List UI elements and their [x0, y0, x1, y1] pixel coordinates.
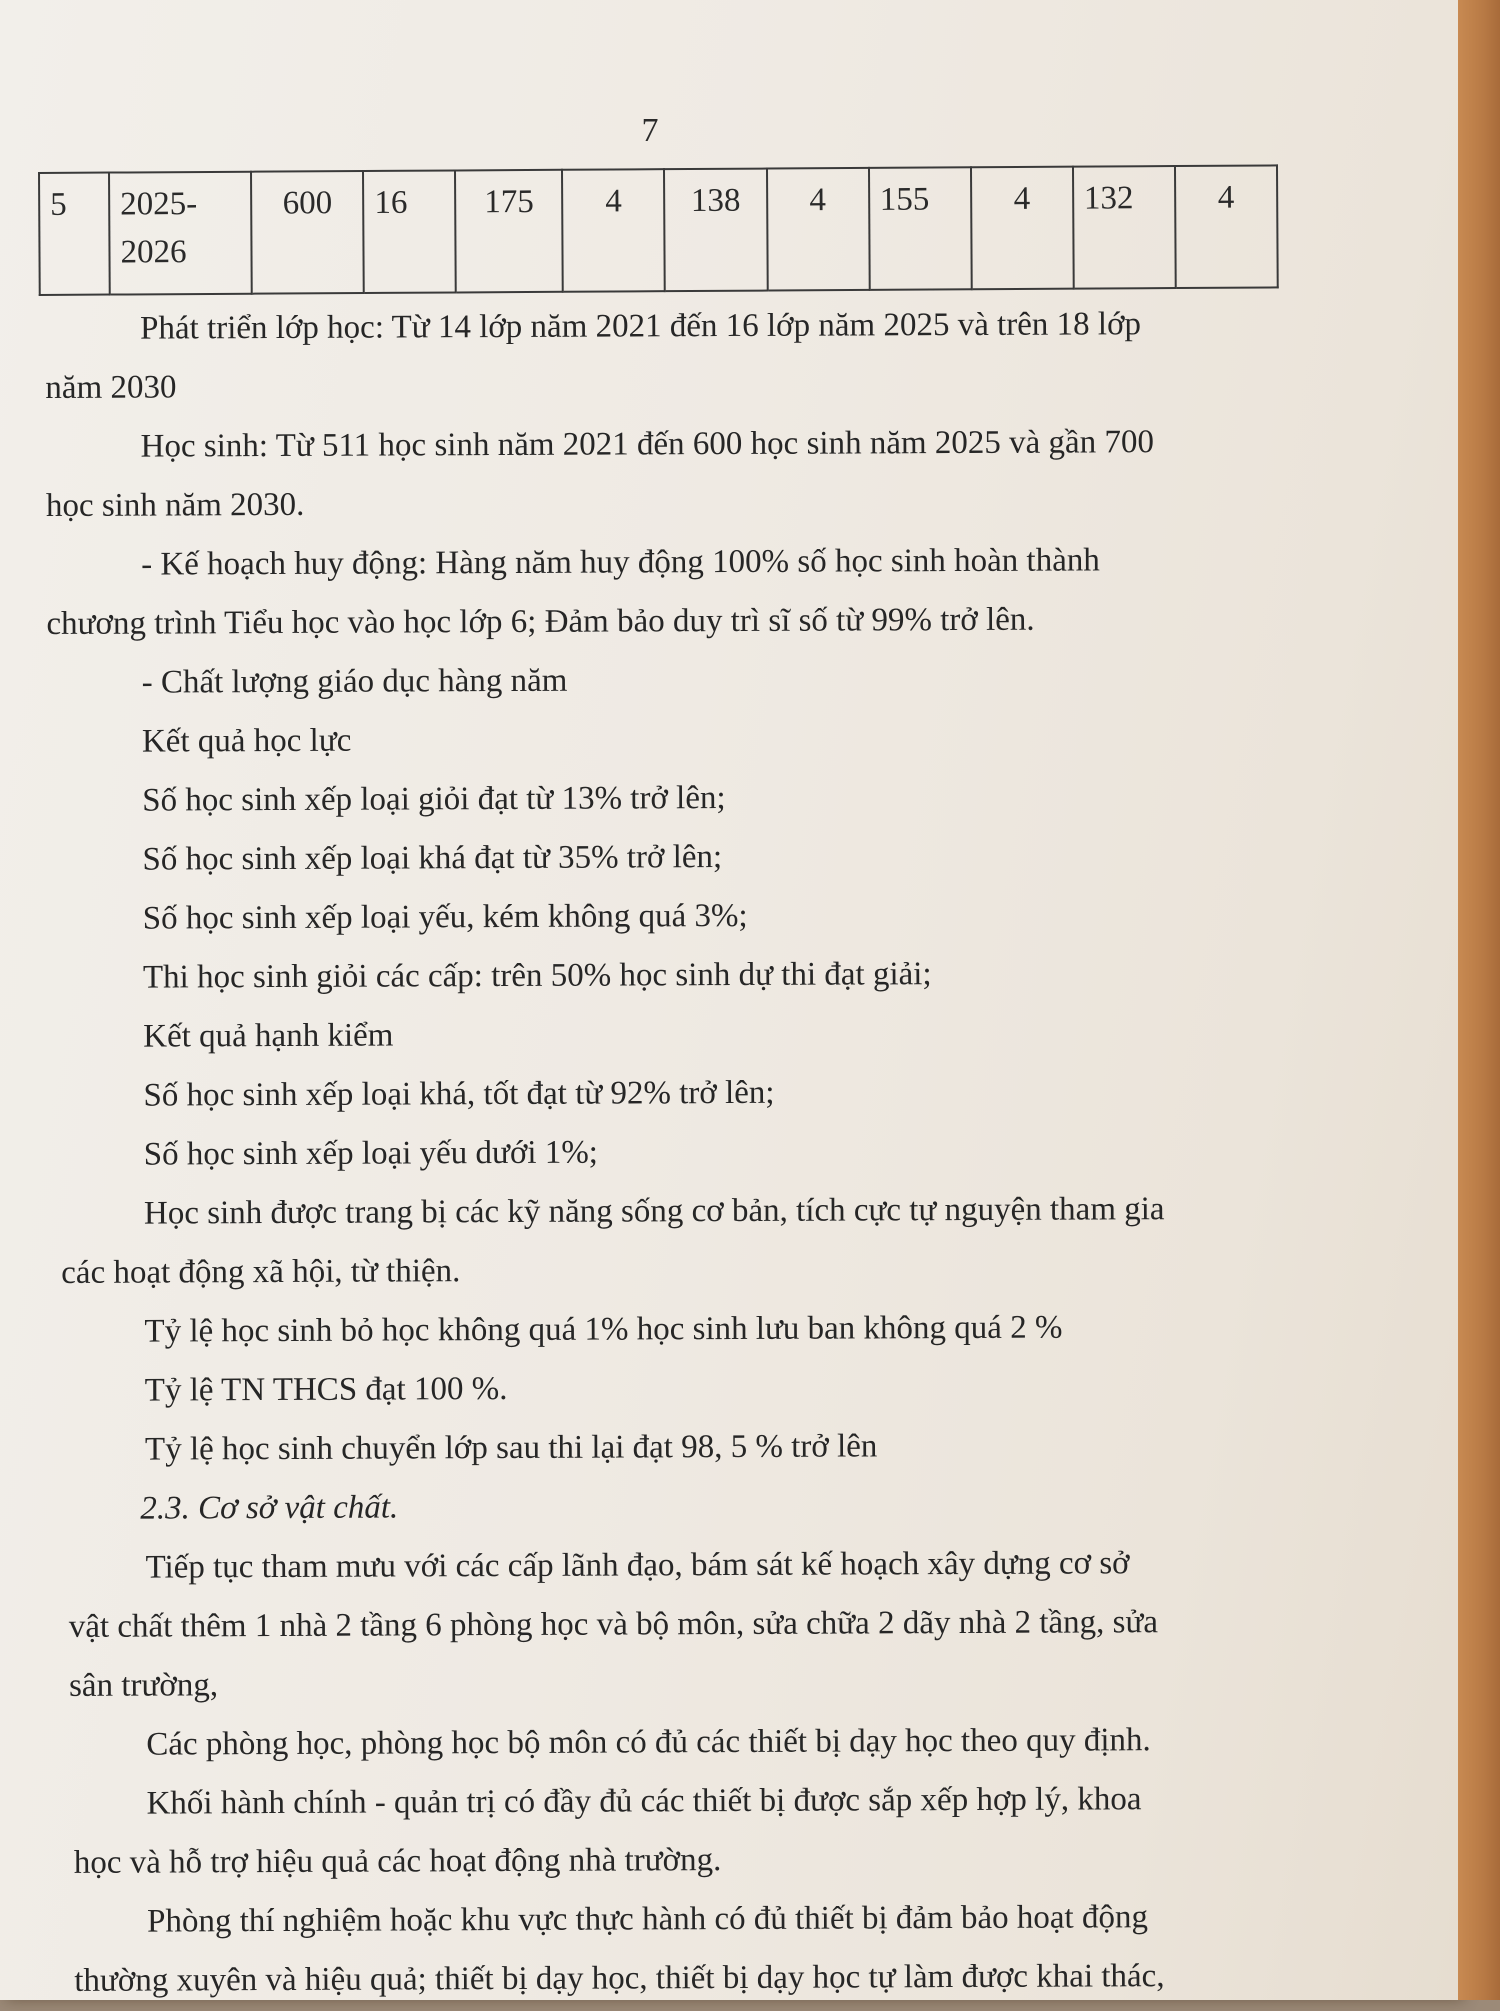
paragraph-mobilization-plan: - Kế hoạch huy động: Hàng năm huy động 100% số học sinh hoàn thành	[141, 542, 1100, 583]
page-number: 7	[641, 112, 659, 149]
paragraph-education-quality: - Chất lượng giáo dục hàng năm	[141, 662, 568, 701]
paragraph-facilities-plan-cont: vật chất thêm 1 nhà 2 tầng 6 phòng học và bộ môn, sửa chữa 2 dãy nhà 2 tầng, sửa	[68, 1604, 1159, 1645]
paragraph-academic-results: Kết quả học lực	[141, 722, 352, 760]
table-cell-classes: 16	[363, 170, 456, 293]
paragraph-admin-block-cont: học và hỗ trợ hiệu quả các hoạt động nhà trường.	[73, 1842, 722, 1881]
paragraph-good: Số học sinh xếp loại khá đạt từ 35% trở lên;	[142, 839, 723, 878]
table-cell-grade8-students: 155	[869, 167, 972, 290]
table-cell-grade8-classes: 4	[971, 167, 1074, 290]
paragraph-promotion: Tỷ lệ học sinh chuyển lớp sau thi lại đạt 98, 5 % trở lên	[144, 1428, 878, 1468]
paragraph-classrooms: Các phòng học, phòng học bộ môn có đủ các thiết bị dạy học theo quy định.	[146, 1722, 1151, 1763]
table-cell-grade9-classes: 4	[1175, 165, 1278, 288]
paragraph-facilities-plan: Tiếp tục tham mưu với các cấp lãnh đạo, bám sát kế hoạch xây dựng cơ sở	[145, 1545, 1130, 1586]
paragraph-conduct-weak: Số học sinh xếp loại yếu dưới 1%;	[143, 1134, 599, 1173]
paragraph-laboratory-cont: thường xuyên và hiệu quả; thiết bị dạy học, thiết bị dạy học tự làm được khai thác,	[74, 1958, 1165, 1999]
paragraph-facilities-plan-end: sân trường,	[68, 1667, 219, 1704]
table-row	[39, 165, 1278, 295]
paragraph-excellent: Số học sinh xếp loại giỏi đạt từ 13% trở lên;	[142, 780, 726, 819]
table-cell-grade7-students: 138	[664, 169, 767, 292]
paragraph-conduct-good: Số học sinh xếp loại khá, tốt đạt từ 92% trở lên;	[143, 1074, 775, 1114]
paragraph-competition: Thi học sinh giỏi các cấp: trên 50% học sinh dự thi đạt giải;	[142, 956, 932, 996]
paragraph-graduation: Tỷ lệ TN THCS đạt 100 %.	[144, 1370, 508, 1409]
paragraph-class-growth-cont: năm 2030	[45, 369, 177, 406]
paragraph-student-growth-cont: học sinh năm 2030.	[45, 486, 305, 524]
paragraph-laboratory: Phòng thí nghiệm hoặc khu vực thực hành có đủ thiết bị đảm bảo hoạt động	[146, 1899, 1149, 1940]
paragraph-class-growth: Phát triển lớp học: Từ 14 lớp năm 2021 đến 16 lớp năm 2025 và trên 18 lớp	[140, 306, 1142, 347]
page-edge-background	[1458, 0, 1500, 2000]
table-cell-grade9-students: 132	[1073, 166, 1176, 289]
table-cell-year: 2025- 2026	[109, 172, 252, 295]
paragraph-life-skills-cont: các hoạt động xã hội, từ thiện.	[61, 1253, 461, 1291]
body-text	[45, 295, 1292, 2011]
paragraph-life-skills: Học sinh được trang bị các kỹ năng sống cơ bản, tích cực tự nguyện tham gia	[143, 1191, 1165, 1232]
table-cell-stt: 5	[39, 173, 110, 295]
table-cell-grade7-classes: 4	[767, 168, 870, 291]
table-cell-grade6-students: 175	[455, 170, 563, 293]
paragraph-conduct-results: Kết quả hạnh kiểm	[143, 1017, 394, 1055]
paragraph-student-growth: Học sinh: Từ 511 học sinh năm 2021 đến 600 học sinh năm 2025 và gần 700	[140, 424, 1154, 465]
table-cell-grade6-classes: 4	[562, 169, 665, 292]
table-cell-students: 600	[251, 171, 364, 294]
paragraph-admin-block: Khối hành chính - quản trị có đầy đủ các thiết bị được sắp xếp hợp lý, khoa	[146, 1781, 1142, 1822]
paragraph-dropout: Tỷ lệ học sinh bỏ học không quá 1% học sinh lưu ban không quá 2 %	[144, 1309, 1063, 1350]
paragraph-mobilization-plan-cont: chương trình Tiểu học vào học lớp 6; Đảm bảo duy trì sĩ số từ 99% trở lên.	[46, 601, 1035, 642]
enrollment-table	[38, 164, 1279, 296]
paragraph-weak: Số học sinh xếp loại yếu, kém không quá 3%;	[142, 897, 748, 937]
section-heading-facilities: 2.3. Cơ sở vật chất.	[140, 1489, 399, 1527]
